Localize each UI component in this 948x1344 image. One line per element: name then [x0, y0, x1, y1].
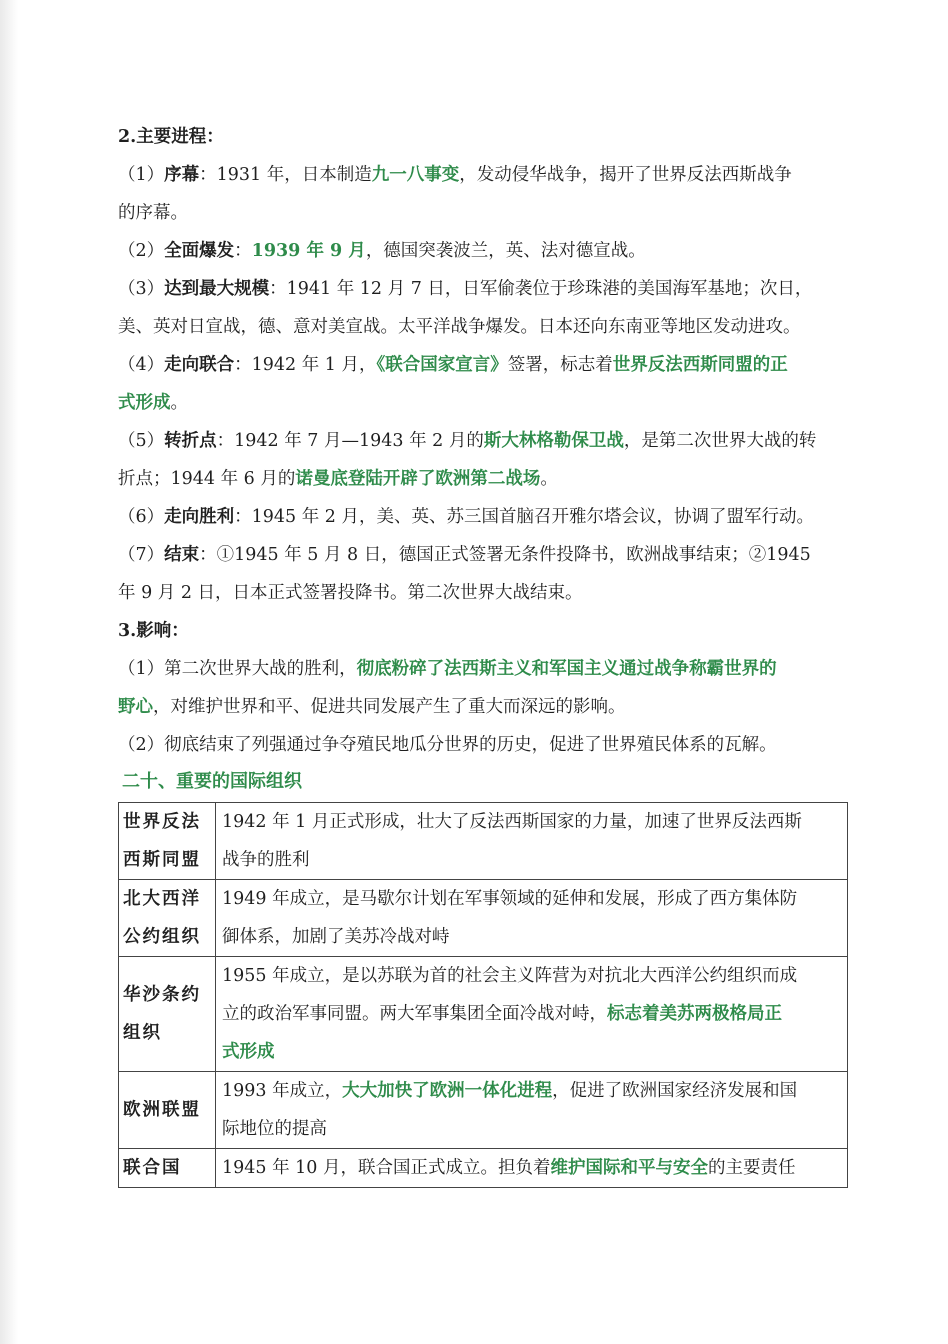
item-label: 走向联合 — [164, 355, 235, 375]
progress-item-1-cont — [118, 194, 848, 232]
highlight-text: 诺曼底登陆开辟了欧洲第二战场 — [295, 469, 541, 489]
progress-item-4-cont — [118, 384, 848, 422]
highlight-text: 大大加快了欧洲一体化进程 — [342, 1081, 553, 1101]
org-name: 联合国 — [119, 1149, 216, 1188]
item-number: （6） — [118, 507, 165, 527]
org-name: 欧洲联盟 — [119, 1072, 216, 1149]
progress-item-4 — [118, 346, 848, 384]
highlight-text: 九一八事变 — [371, 165, 460, 185]
page-edge-shadow — [0, 0, 18, 1344]
item-label: 转折点 — [164, 431, 217, 451]
item-text: ，是第二次世界大战的转 — [623, 431, 817, 451]
progress-item-3-cont — [118, 308, 848, 346]
item-label: 走向胜利 — [164, 507, 235, 527]
progress-item-6 — [118, 498, 848, 536]
item-text: ：1945 年 2 月，美、英、苏三国首脑召开雅尔塔会议，协调了盟军行动。 — [234, 507, 814, 527]
impact-item-1 — [118, 650, 848, 688]
item-number: （7） — [118, 545, 165, 565]
highlight-text: 野心 — [118, 697, 153, 717]
impact-item-2: （2）彻底结束了列强通过争夺殖民地瓜分世界的历史，促进了世界殖民体系的瓦解。 — [118, 735, 777, 755]
progress-item-1 — [118, 156, 848, 194]
item-text: （1）第二次世界大战的胜利， — [118, 659, 357, 679]
item-text: 。 — [540, 469, 558, 489]
table-row — [119, 1072, 848, 1149]
item-number: （4） — [118, 355, 165, 375]
table-row — [119, 880, 848, 957]
item-text: 。 — [170, 393, 188, 413]
item-text: ：1942 年 7 月—1943 年 2 月的 — [216, 431, 484, 451]
progress-item-5 — [118, 422, 848, 460]
highlight-text: 维护国际和平与安全 — [550, 1158, 708, 1178]
progress-item-3 — [118, 270, 848, 308]
item-text: ，对维护世界和平、促进共同发展产生了重大而深远的影响。 — [153, 697, 626, 717]
impact-heading: 3.影响： — [118, 621, 189, 641]
highlight-text: 式形成 — [118, 393, 171, 413]
impact-item-1-cont — [118, 688, 848, 726]
item-text: ：1941 年 12 月 7 日，日军偷袭位于珍珠港的美国海军基地；次日， — [269, 279, 813, 299]
item-text: 折点；1944 年 6 月的 — [118, 469, 296, 489]
highlight-text: 彻底粉碎了法西斯主义和军国主义通过战争称霸世界的 — [356, 659, 777, 679]
org-name: 北大西洋 公约组织 — [119, 880, 216, 957]
org-description: 1945 年 10 月，联合国正式成立。担负着维护国际和平与安全的主要责任 — [216, 1149, 848, 1188]
highlight-text: 《联合国家宣言》 — [376, 355, 508, 375]
item-number: （5） — [118, 431, 165, 451]
highlight-text: 1939 年 9 月 — [251, 241, 366, 261]
highlight-text: 世界反法西斯同盟的正 — [612, 355, 788, 375]
section-title: 二十、重要的国际组织 — [122, 771, 302, 792]
item-text: 美、英对日宣战，德、意对美宣战。太平洋战争爆发。日本还向东南亚等地区发动进攻。 — [118, 317, 801, 337]
org-name: 世界反法 西斯同盟 — [119, 803, 216, 880]
item-number: （2） — [118, 241, 165, 261]
item-label: 全面爆发 — [164, 241, 235, 261]
item-text: ：1931 年，日本制造 — [199, 165, 372, 185]
highlight-text: 标志着美苏两极格局正 — [607, 1004, 782, 1024]
item-label: 达到最大规模 — [164, 279, 270, 299]
item-text: ：1942 年 1 月， — [234, 355, 377, 375]
item-text: ，德国突袭波兰，英、法对德宣战。 — [365, 241, 646, 261]
progress-item-5-cont — [118, 460, 848, 498]
item-text: ： — [234, 241, 252, 261]
highlight-text: 式形成 — [222, 1042, 275, 1062]
org-description: 1993 年成立，大大加快了欧洲一体化进程，促进了欧洲国家经济发展和国 际地位的提高 — [216, 1072, 848, 1149]
progress-item-7 — [118, 536, 848, 574]
document-body — [118, 118, 848, 1188]
item-label: 结束 — [164, 545, 200, 565]
progress-item-2 — [118, 232, 848, 270]
item-text: ：①1945 年 5 月 8 日，德国正式签署无条件投降书，欧洲战事结束；②1945 — [199, 545, 811, 565]
item-text: 的序幕。 — [118, 203, 188, 223]
org-description: 1942 年 1 月正式形成，壮大了反法西斯国家的力量，加速了世界反法西斯 战争的胜利 — [216, 803, 848, 880]
org-description: 1955 年成立，是以苏联为首的社会主义阵营为对抗北大西洋公约组织而成 立的政治军事同盟。两大军事集团全面冷战对峙，标志着美苏两极格局正 式形成 — [216, 957, 848, 1072]
table-row — [119, 957, 848, 1072]
item-text: 年 9 月 2 日，日本正式签署投降书。第二次世界大战结束。 — [118, 583, 583, 603]
progress-heading: 2.主要进程： — [118, 127, 224, 147]
org-name: 华沙条约 组织 — [119, 957, 216, 1072]
highlight-text: 斯大林格勒保卫战 — [483, 431, 624, 451]
progress-item-7-cont — [118, 574, 848, 612]
org-description: 1949 年成立，是马歇尔计划在军事领域的延伸和发展，形成了西方集体防 御体系，加剧了美苏冷战对峙 — [216, 880, 848, 957]
table-row — [119, 1149, 848, 1188]
item-text: 签署，标志着 — [507, 355, 613, 375]
item-number: （1） — [118, 165, 165, 185]
item-label: 序幕 — [164, 165, 200, 185]
item-text: ，发动侵华战争，揭开了世界反法西斯战争 — [459, 165, 792, 185]
org-table — [118, 802, 848, 1188]
table-row — [119, 803, 848, 880]
item-number: （3） — [118, 279, 165, 299]
